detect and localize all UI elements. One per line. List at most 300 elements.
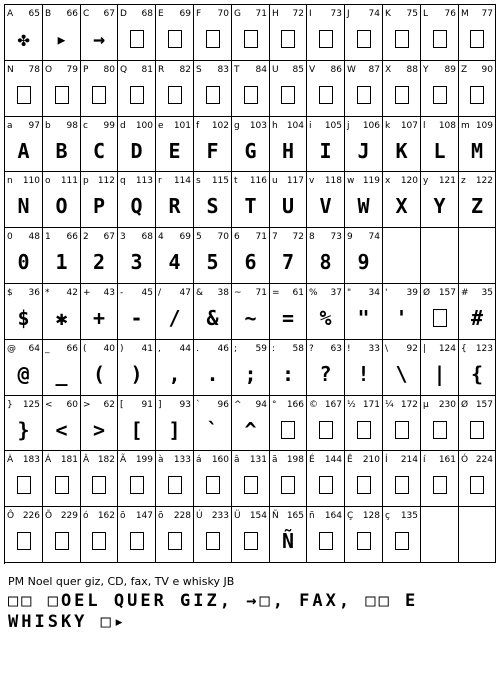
cell-glyph: - xyxy=(130,306,143,330)
cell-code: 160 xyxy=(211,455,229,465)
cell-character: M xyxy=(461,9,469,19)
cell-label xyxy=(272,510,305,522)
cell-code: 62 xyxy=(103,400,115,410)
cell-glyph: P xyxy=(92,194,106,218)
cell-character: Ñ xyxy=(272,511,279,521)
glyph-cell xyxy=(345,61,383,117)
cell-code: 182 xyxy=(97,455,115,465)
cell-character: # xyxy=(461,288,469,298)
cell-glyph: ? xyxy=(319,362,332,386)
cell-label xyxy=(120,343,154,355)
cell-character: @ xyxy=(7,344,16,354)
glyph-cell xyxy=(5,451,43,507)
cell-glyph: Z xyxy=(470,194,484,218)
cell-label xyxy=(272,175,305,187)
cell-label xyxy=(461,399,494,411)
cell-label xyxy=(234,510,268,522)
missing-glyph-box xyxy=(81,472,117,498)
cell-code: 162 xyxy=(97,511,115,521)
glyph-cell xyxy=(81,284,118,340)
cell-glyph: 0 xyxy=(17,250,30,274)
glyph-cell xyxy=(156,451,194,507)
cell-code: 73 xyxy=(330,232,342,242)
missing-glyph-box xyxy=(270,26,306,52)
cell-glyph xyxy=(421,249,458,275)
glyph-cell xyxy=(118,507,156,563)
cell-character: 7 xyxy=(272,232,278,242)
missing-glyph-box xyxy=(5,82,42,108)
cell-character: Ã xyxy=(120,455,127,465)
cell-label xyxy=(196,8,230,20)
cell-glyph: G xyxy=(244,139,257,163)
cell-glyph: ] xyxy=(168,418,181,442)
cell-label xyxy=(234,287,268,299)
cell-glyph: C xyxy=(92,139,106,163)
cell-code: 41 xyxy=(141,344,153,354)
missing-glyph-box xyxy=(459,472,495,498)
cell-character: v xyxy=(309,176,315,186)
cell-code: 128 xyxy=(362,511,380,521)
cell-code: 67 xyxy=(103,232,115,242)
cell-character: ° xyxy=(272,400,277,410)
glyph-cell xyxy=(194,340,232,396)
cell-glyph: B xyxy=(55,139,68,163)
cell-character: D xyxy=(120,9,127,19)
glyph-cell xyxy=(270,228,307,284)
cell-character: á xyxy=(196,455,202,465)
glyph-cell xyxy=(270,172,307,228)
glyph-cell xyxy=(43,451,81,507)
glyph-cell xyxy=(459,61,496,117)
missing-glyph-box xyxy=(307,417,344,443)
cell-glyph xyxy=(383,249,420,275)
glyph-cell xyxy=(194,396,232,451)
cell-character: e xyxy=(158,121,164,131)
glyph-cell xyxy=(307,340,345,396)
glyph-cell xyxy=(383,340,421,396)
cell-label xyxy=(158,287,192,299)
cell-character: N xyxy=(7,65,14,75)
cell-glyph: E xyxy=(168,139,181,163)
cell-glyph: ` xyxy=(206,418,219,442)
cell-code: 135 xyxy=(400,511,418,521)
cell-code: 89 xyxy=(444,65,456,75)
cell-glyph: M xyxy=(470,139,484,163)
missing-glyph-box xyxy=(156,528,193,554)
cell-label xyxy=(461,64,494,76)
cell-label xyxy=(7,120,41,132)
cell-code: 124 xyxy=(438,344,456,354)
cell-glyph: < xyxy=(55,418,68,442)
cell-label xyxy=(461,8,494,20)
cell-label xyxy=(385,64,419,76)
cell-character: C xyxy=(83,9,90,19)
glyph-cell xyxy=(232,396,270,451)
cell-code: 86 xyxy=(330,65,342,75)
cell-code: 121 xyxy=(438,176,456,186)
missing-glyph-box xyxy=(345,528,382,554)
cell-character: 9 xyxy=(347,232,353,242)
cell-code: 117 xyxy=(286,176,304,186)
cell-label xyxy=(196,287,230,299)
cell-code: 71 xyxy=(255,232,267,242)
cell-code: 36 xyxy=(28,288,40,298)
cell-character: 8 xyxy=(309,232,315,242)
cell-code: 154 xyxy=(249,511,267,521)
cell-code: 82 xyxy=(179,65,191,75)
missing-glyph-box xyxy=(307,26,344,52)
missing-glyph-box xyxy=(118,528,155,554)
glyph-cell xyxy=(383,396,421,451)
cell-label xyxy=(309,231,343,243)
glyph-cell xyxy=(270,451,307,507)
cell-label xyxy=(196,175,230,187)
cell-label xyxy=(272,287,305,299)
cell-label xyxy=(45,120,79,132)
cell-character: d xyxy=(120,121,126,131)
cell-code: 72 xyxy=(292,9,304,19)
cell-character: u xyxy=(272,176,278,186)
missing-glyph-box xyxy=(118,26,155,52)
missing-glyph-box xyxy=(194,26,231,52)
cell-label xyxy=(347,287,381,299)
cell-character: { xyxy=(461,344,467,354)
missing-glyph-box xyxy=(156,26,193,52)
cell-glyph: ; xyxy=(244,362,257,386)
cell-label xyxy=(423,343,457,355)
cell-code: 66 xyxy=(66,9,78,19)
cell-code: 181 xyxy=(60,455,78,465)
glyph-cell xyxy=(345,172,383,228)
cell-glyph: 6 xyxy=(244,250,257,274)
cell-glyph: & xyxy=(206,306,219,330)
cell-code: 88 xyxy=(406,65,418,75)
cell-label xyxy=(158,64,192,76)
cell-label xyxy=(45,287,79,299)
cell-label xyxy=(347,175,381,187)
cell-code: 34 xyxy=(368,288,380,298)
sample-caption: PM Noel quer giz, CD, fax, TV e whisky JB xyxy=(8,575,235,588)
glyph-cell xyxy=(118,228,156,284)
cell-label xyxy=(347,399,381,411)
cell-label xyxy=(272,8,305,20)
glyph-cell xyxy=(81,172,118,228)
glyph-cell xyxy=(118,451,156,507)
missing-glyph-box xyxy=(383,472,420,498)
cell-character: ] xyxy=(158,400,162,410)
cell-glyph: H xyxy=(281,139,295,163)
cell-label xyxy=(83,120,116,132)
missing-glyph-box xyxy=(421,417,458,443)
glyph-cell xyxy=(5,61,43,117)
cell-character: F xyxy=(196,9,202,19)
cell-label xyxy=(272,120,305,132)
cell-code: 91 xyxy=(141,400,153,410)
glyph-cell xyxy=(194,5,232,61)
glyph-cell xyxy=(194,61,232,117)
cell-character: : xyxy=(272,344,276,354)
glyph-cell xyxy=(81,451,118,507)
cell-label xyxy=(347,120,381,132)
cell-code: 81 xyxy=(141,65,153,75)
cell-character: Õ xyxy=(45,511,53,521)
glyph-cell xyxy=(307,396,345,451)
glyph-cell xyxy=(345,284,383,340)
cell-glyph xyxy=(459,528,495,554)
cell-code: 65 xyxy=(28,9,40,19)
cell-label xyxy=(45,343,79,355)
glyph-cell xyxy=(421,507,459,563)
cell-glyph xyxy=(459,249,495,275)
cell-label xyxy=(461,287,494,299)
cell-character: [ xyxy=(120,400,124,410)
cell-label xyxy=(196,120,230,132)
cell-character: Ú xyxy=(196,511,203,521)
glyph-cell xyxy=(459,117,496,172)
missing-glyph-box xyxy=(232,528,269,554)
glyph-cell xyxy=(232,172,270,228)
cell-glyph: S xyxy=(206,194,219,218)
cell-glyph: Y xyxy=(433,194,446,218)
cell-label xyxy=(385,175,419,187)
cell-label xyxy=(423,231,457,243)
cell-character: ã xyxy=(272,455,278,465)
cell-label xyxy=(423,399,457,411)
cell-character: O xyxy=(45,65,53,75)
cell-label xyxy=(83,231,116,243)
cell-glyph: 1 xyxy=(55,250,68,274)
cell-code: 74 xyxy=(368,232,380,242)
cell-label xyxy=(83,454,116,466)
cell-label xyxy=(158,399,192,411)
cell-character: > xyxy=(83,400,91,410)
cell-character: t xyxy=(234,176,238,186)
cell-label xyxy=(83,64,116,76)
cell-code: 116 xyxy=(249,176,267,186)
cell-character: X xyxy=(385,65,392,75)
missing-glyph-box xyxy=(459,82,495,108)
cell-label xyxy=(309,287,343,299)
cell-character: o xyxy=(45,176,51,186)
glyph-cell xyxy=(383,507,421,563)
cell-code: 120 xyxy=(400,176,418,186)
cell-character: 6 xyxy=(234,232,240,242)
cell-character: _ xyxy=(45,344,50,354)
cell-code: 59 xyxy=(255,344,267,354)
cell-code: 67 xyxy=(103,9,115,19)
cell-label xyxy=(45,175,79,187)
glyph-cell xyxy=(194,284,232,340)
glyph-cell xyxy=(5,5,43,61)
glyph-cell xyxy=(118,172,156,228)
cell-code: 70 xyxy=(217,9,229,19)
cell-glyph: I xyxy=(319,139,332,163)
cell-code: 96 xyxy=(217,400,229,410)
cell-character: í xyxy=(423,455,426,465)
cell-character: 2 xyxy=(83,232,89,242)
cell-code: 47 xyxy=(179,288,191,298)
cell-code: 45 xyxy=(141,288,153,298)
glyph-cell xyxy=(43,117,81,172)
cell-glyph: Q xyxy=(130,194,143,218)
cell-label xyxy=(83,510,116,522)
missing-glyph-box xyxy=(232,472,269,498)
missing-glyph-box xyxy=(194,472,231,498)
cell-glyph: > xyxy=(92,418,106,442)
cell-glyph: R xyxy=(168,194,181,218)
cell-character: n xyxy=(7,176,13,186)
glyph-cell xyxy=(383,451,421,507)
cell-character: p xyxy=(83,176,89,186)
glyph-cell xyxy=(421,5,459,61)
cell-glyph: : xyxy=(281,362,295,386)
cell-code: 131 xyxy=(249,455,267,465)
glyph-cell xyxy=(5,396,43,451)
cell-code: 93 xyxy=(179,400,191,410)
cell-code: 83 xyxy=(217,65,229,75)
cell-label xyxy=(385,120,419,132)
cell-label xyxy=(385,8,419,20)
missing-glyph-box xyxy=(81,528,117,554)
cell-label xyxy=(7,454,41,466)
cell-glyph: + xyxy=(92,306,106,330)
cell-label xyxy=(45,231,79,243)
cell-code: 44 xyxy=(179,344,191,354)
cell-code: 111 xyxy=(60,176,78,186)
missing-glyph-box xyxy=(43,472,80,498)
missing-glyph-box xyxy=(43,82,80,108)
glyph-cell xyxy=(118,340,156,396)
cell-label xyxy=(347,8,381,20)
missing-glyph-box xyxy=(383,26,420,52)
cell-glyph: % xyxy=(319,306,332,330)
glyph-cell xyxy=(459,451,496,507)
glyph-cell xyxy=(156,396,194,451)
cell-label xyxy=(234,343,268,355)
cell-character: f xyxy=(196,121,200,131)
cell-label xyxy=(309,120,343,132)
cell-label xyxy=(234,8,268,20)
cell-label xyxy=(196,399,230,411)
cell-label xyxy=(45,454,79,466)
glyph-cell xyxy=(307,451,345,507)
cell-label xyxy=(234,454,268,466)
missing-glyph-box xyxy=(421,305,458,331)
cell-label xyxy=(158,120,192,132)
cell-label xyxy=(120,120,154,132)
cell-glyph: K xyxy=(395,139,408,163)
cell-character: K xyxy=(385,9,391,19)
glyph-cell xyxy=(194,228,232,284)
cell-character: b xyxy=(45,121,51,131)
cell-character: \ xyxy=(385,344,389,354)
glyph-cell xyxy=(232,507,270,563)
cell-code: 230 xyxy=(438,400,456,410)
cell-character: Ç xyxy=(347,511,354,521)
missing-glyph-box xyxy=(156,82,193,108)
cell-glyph: 2 xyxy=(92,250,106,274)
cell-character: 1 xyxy=(45,232,51,242)
cell-code: 123 xyxy=(475,344,493,354)
cell-glyph: \ xyxy=(395,362,408,386)
cell-label xyxy=(196,231,230,243)
cell-glyph: # xyxy=(470,306,484,330)
cell-label xyxy=(120,8,154,20)
missing-glyph-box xyxy=(194,528,231,554)
cell-code: 76 xyxy=(444,9,456,19)
cell-code: 71 xyxy=(255,9,267,19)
cell-character: 4 xyxy=(158,232,164,242)
cell-glyph: W xyxy=(357,194,370,218)
cell-code: 229 xyxy=(60,511,78,521)
cell-character: . xyxy=(196,344,199,354)
cell-glyph: ~ xyxy=(244,306,257,330)
glyph-cell xyxy=(81,340,118,396)
glyph-cell xyxy=(345,228,383,284)
cell-character: À xyxy=(7,455,14,465)
cell-character: ; xyxy=(234,344,238,354)
cell-character: E xyxy=(158,9,164,19)
cell-character: U xyxy=(272,65,279,75)
cell-label xyxy=(234,120,268,132)
cell-code: 171 xyxy=(362,400,380,410)
glyph-cell xyxy=(270,340,307,396)
cell-label xyxy=(7,510,41,522)
cell-glyph: J xyxy=(357,139,370,163)
cell-label xyxy=(83,8,116,20)
missing-glyph-box xyxy=(421,26,458,52)
glyph-cell xyxy=(194,117,232,172)
cell-code: 66 xyxy=(66,232,78,242)
glyph-cell xyxy=(345,396,383,451)
cell-character: Á xyxy=(45,455,52,465)
glyph-cell xyxy=(5,117,43,172)
cell-character: | xyxy=(423,344,427,354)
cell-label xyxy=(7,175,41,187)
glyph-cell xyxy=(345,451,383,507)
cell-code: 40 xyxy=(103,344,115,354)
cell-glyph: , xyxy=(168,362,181,386)
cell-character: A xyxy=(7,9,14,19)
cell-code: 103 xyxy=(249,121,267,131)
cell-glyph: V xyxy=(319,194,332,218)
glyph-cell xyxy=(43,61,81,117)
cell-character: w xyxy=(347,176,355,186)
cell-character: Ø xyxy=(423,288,431,298)
glyph-cell xyxy=(5,340,43,396)
cell-label xyxy=(423,120,457,132)
cell-label xyxy=(120,175,154,187)
cell-label xyxy=(45,64,79,76)
cell-glyph: L xyxy=(433,139,446,163)
glyph-cell xyxy=(118,5,156,61)
cell-code: 99 xyxy=(103,121,115,131)
cell-character: j xyxy=(347,121,350,131)
cell-character: B xyxy=(45,9,52,19)
missing-glyph-box xyxy=(345,82,382,108)
glyph-cell xyxy=(43,172,81,228)
glyph-cell xyxy=(232,340,270,396)
glyph-cell xyxy=(421,451,459,507)
glyph-cell xyxy=(43,396,81,451)
cell-glyph: ( xyxy=(92,362,106,386)
cell-code: 42 xyxy=(66,288,78,298)
cell-code: 33 xyxy=(368,344,380,354)
glyph-cell xyxy=(156,5,194,61)
cell-label xyxy=(385,454,419,466)
cell-glyph: 5 xyxy=(206,250,219,274)
cell-character: 5 xyxy=(196,232,202,242)
